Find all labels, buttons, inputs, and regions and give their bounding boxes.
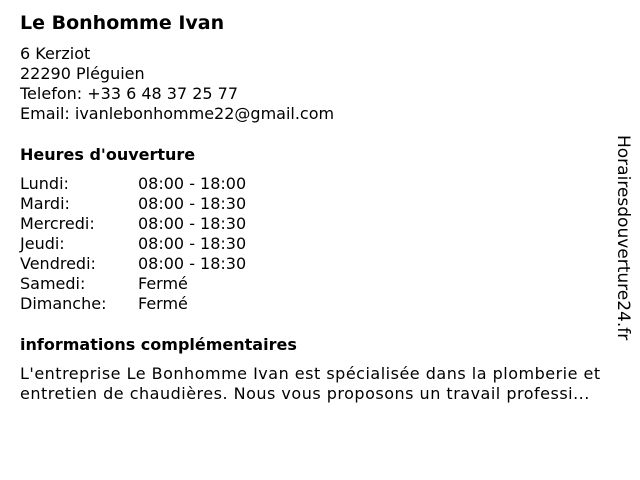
hours-value: 08:00 - 18:30 bbox=[138, 234, 247, 253]
day-label: Mardi: bbox=[20, 194, 70, 213]
business-description: L'entreprise Le Bonhomme Ivan est spécialisée dans la plomberie et entretien de chaudières. Nous vous proposons un travail professi... bbox=[20, 364, 601, 403]
hours-row-samedi bbox=[20, 274, 610, 294]
hours-value: 08:00 - 18:30 bbox=[138, 254, 247, 273]
business-name: Le Bonhomme Ivan bbox=[20, 12, 225, 34]
day-label: Lundi: bbox=[20, 174, 69, 193]
hours-row-vendredi bbox=[20, 254, 610, 274]
hours-row-dimanche bbox=[20, 294, 610, 314]
hours-row-lundi bbox=[20, 174, 610, 194]
hours-value: 08:00 - 18:30 bbox=[138, 194, 247, 213]
hours-value: Fermé bbox=[138, 294, 188, 313]
hours-row-mardi bbox=[20, 194, 610, 214]
additional-info-heading: informations complémentaires bbox=[20, 335, 297, 354]
day-label: Mercredi: bbox=[20, 214, 95, 233]
opening-hours-heading: Heures d'ouverture bbox=[20, 145, 196, 164]
email-address: Email: ivanlebonhomme22@gmail.com bbox=[20, 104, 335, 123]
day-label: Vendredi: bbox=[20, 254, 96, 273]
opening-hours-table bbox=[20, 174, 610, 314]
hours-value: 08:00 - 18:30 bbox=[138, 214, 247, 233]
hours-row-jeudi bbox=[20, 234, 610, 254]
hours-row-mercredi bbox=[20, 214, 610, 234]
phone-number: Telefon: +33 6 48 37 25 77 bbox=[20, 84, 239, 103]
day-label: Jeudi: bbox=[20, 234, 65, 253]
day-label: Samedi: bbox=[20, 274, 86, 293]
hours-value: 08:00 - 18:00 bbox=[138, 174, 247, 193]
day-label: Dimanche: bbox=[20, 294, 107, 313]
city-postal: 22290 Pléguien bbox=[20, 64, 145, 83]
site-watermark: Horairesdouverture24.fr bbox=[613, 135, 633, 341]
street-address: 6 Kerziot bbox=[20, 44, 91, 63]
business-card bbox=[20, 10, 610, 404]
hours-value: Fermé bbox=[138, 274, 188, 293]
address-block bbox=[20, 44, 610, 124]
